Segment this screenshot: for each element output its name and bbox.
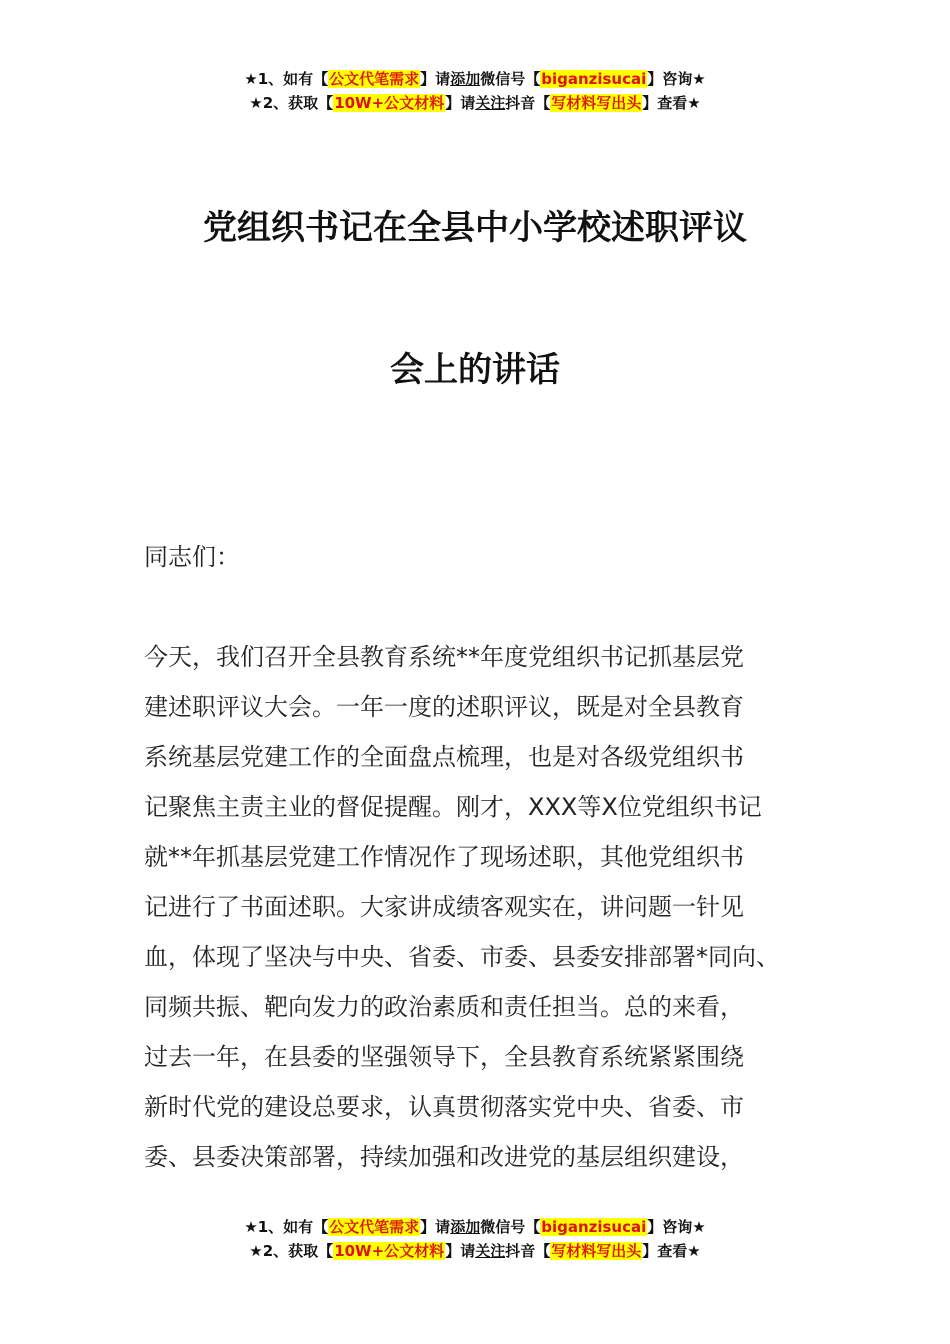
banner-line-2 [0, 91, 950, 115]
banner-underline: 添加 [450, 70, 481, 88]
body-line: 记聚焦主责主业的督促提醒。刚才，XXX等X位党组织书记 [144, 793, 762, 821]
banner-text: 微信号【 [480, 70, 541, 88]
body-line: 系统基层党建工作的全面盘点梳理，也是对各级党组织书 [144, 743, 744, 771]
body-line: 过去一年，在县委的坚强领导下，全县教育系统紧紧围绕 [144, 1043, 744, 1071]
banner-highlight: 写材料写出头 [551, 94, 642, 112]
body-line: 记进行了书面述职。大家讲成绩客观实在，讲问题一针见 [144, 893, 744, 921]
banner-line-1 [0, 67, 950, 91]
banner-highlight: 公文代笔需求 [329, 1218, 420, 1236]
banner-line-2 [0, 1239, 950, 1263]
banner-text: 】请 [445, 94, 476, 112]
banner-highlight: biganzisucai [541, 70, 647, 88]
banner-text: 】查看★ [642, 1242, 701, 1260]
banner-text: 抖音【 [505, 94, 551, 112]
banner-text: ★2、获取【 [249, 1242, 334, 1260]
body-line: 建述职评议大会。一年一度的述职评议，既是对全县教育 [144, 693, 744, 721]
banner-line-1 [0, 1215, 950, 1239]
banner-text: ★2、获取【 [249, 94, 334, 112]
banner-text: ★1、如有【 [244, 70, 329, 88]
banner-underline: 添加 [450, 1218, 481, 1236]
banner-text: 】咨询★ [647, 70, 706, 88]
page-title-line-2: 会上的讲话 [390, 350, 560, 390]
banner-highlight: biganzisucai [541, 1218, 647, 1236]
body-line: 新时代党的建设总要求，认真贯彻落实党中央、省委、市 [144, 1093, 744, 1121]
header-banner [0, 67, 950, 115]
banner-text: 】请 [420, 70, 451, 88]
banner-text: 】查看★ [642, 94, 701, 112]
body-line: 同频共振、靶向发力的政治素质和责任担当。总的来看， [144, 993, 744, 1021]
banner-highlight: 写材料写出头 [551, 1242, 642, 1260]
banner-highlight: 10W+公文材料 [334, 94, 445, 112]
banner-text: ★1、如有【 [244, 1218, 329, 1236]
body-line: 就**年抓基层党建工作情况作了现场述职，其他党组织书 [144, 843, 744, 871]
page-title-line-1: 党组织书记在全县中小学校述职评议 [203, 208, 747, 248]
body-line: 委、县委决策部署，持续加强和改进党的基层组织建设， [144, 1143, 744, 1171]
banner-highlight: 10W+公文材料 [334, 1242, 445, 1260]
banner-text: 】咨询★ [647, 1218, 706, 1236]
banner-underline: 关注 [475, 1242, 506, 1260]
body-paragraph [144, 632, 824, 1182]
banner-text: 微信号【 [480, 1218, 541, 1236]
banner-underline: 关注 [475, 94, 506, 112]
banner-highlight: 公文代笔需求 [329, 70, 420, 88]
banner-text: 抖音【 [505, 1242, 551, 1260]
footer-banner [0, 1215, 950, 1263]
greeting: 同志们： [144, 543, 240, 571]
body-line: 血，体现了坚决与中央、省委、市委、县委安排部署*同向、 [144, 943, 780, 971]
banner-text: 】请 [420, 1218, 451, 1236]
banner-text: 】请 [445, 1242, 476, 1260]
body-line: 今天，我们召开全县教育系统**年度党组织书记抓基层党 [144, 643, 744, 671]
